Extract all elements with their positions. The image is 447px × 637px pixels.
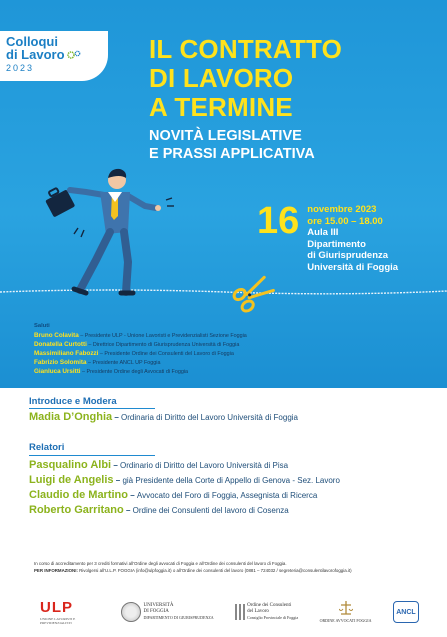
sponsor-logos — [0, 596, 447, 628]
accreditation-note: In corso di accreditamento per 3 crediti formativi all’Ordine degli avvocati di Foggia e all’Ordine dei consulenti del lavoro di Foggia. — [34, 561, 287, 566]
event-month-year: novembre 2023 — [307, 204, 377, 215]
event-day: 16 — [257, 200, 300, 242]
subtitle-line-1: NOVITÀ LEGISLATIVE — [149, 128, 302, 144]
brand-line-2-text: di Lavoro — [6, 47, 65, 62]
unifg-line-1: UNIVERSITÀ — [143, 603, 174, 608]
columns-icon — [235, 604, 245, 620]
subtitle-line-2: E PRASSI APPLICATIVA — [149, 146, 315, 162]
relatori-list — [29, 458, 340, 518]
contact-info: PER INFORMAZIONI: Rivolgersi all’U.L.P. FOGGIA (info@ulpfoggia.it) o all’Ordine dei consulenti del lavoro (0881 – 724032 / segreteria@consulentilavorofoggia.it) — [34, 568, 352, 573]
event-date-block — [257, 202, 398, 273]
brand-year: 2023 — [6, 63, 35, 73]
relatori-divider — [29, 455, 155, 456]
event-room: Aula III — [307, 227, 339, 238]
speaker-row: Claudio de Martino – Avvocato del Foro di Foggia, Assegnista di Ricerca — [29, 489, 318, 501]
speaker-row: Roberto Garritano – Ordine dei Consulenti del lavoro di Cosenza — [29, 504, 289, 516]
university-seal-icon — [121, 602, 141, 622]
moderator-row: Madia D’Onghia – Ordinaria di Diritto del Lavoro Università di Foggia — [29, 411, 298, 423]
ocl-logo — [235, 603, 298, 621]
event-details — [307, 202, 398, 273]
introduce-person — [29, 410, 298, 425]
brand-badge — [0, 31, 108, 81]
unifg-line-3: DIPARTIMENTO DI GIURISPRUDENZA — [143, 615, 214, 620]
scales-icon — [339, 600, 353, 616]
saluti-title: Saluti — [34, 323, 50, 329]
event-venue-1: Dipartimento — [307, 238, 366, 250]
speaker-row: Luigi de Angelis – già Presidente della Corte di Appello di Genova - Sez. Lavoro — [29, 474, 340, 486]
ocl-line-2: del Lavoro — [247, 609, 269, 614]
gears-icon — [67, 50, 81, 59]
ulp-logo — [40, 600, 100, 625]
introduce-section — [29, 396, 117, 407]
event-time: ore 15.00 – 18.00 — [307, 215, 383, 227]
title-line-2: DI LAVORO — [149, 63, 294, 93]
speaker-row: Pasqualino Albi – Ordinario di Diritto del Lavoro Università di Pisa — [29, 459, 289, 471]
brand-line-1: Colloqui — [6, 34, 58, 49]
avvocati-label: ORDINE AVVOCATI FOGGIA — [319, 618, 372, 623]
avvocati-logo — [320, 600, 372, 624]
event-title — [149, 35, 342, 122]
introduce-title: Introduce e Modera — [29, 396, 117, 407]
unifg-line-2: DI FOGGIA — [143, 609, 169, 614]
title-line-3: A TERMINE — [149, 92, 293, 122]
event-venue-3: Università di Foggia — [307, 261, 399, 273]
saluti-row: Donatella Curtotti – Direttrice Dipartimento di Giurisprudenza Università di Foggia — [34, 340, 240, 348]
ulp-subtitle: UNIONE LAVORISTI E PREVIDENZIALISTI — [40, 616, 76, 625]
title-line-1: IL CONTRATTO — [149, 34, 343, 64]
ancl-logo: ANCL — [393, 601, 419, 623]
saluti-row: Gianluca Ursitti – Presidente Ordine degli Avvocati di Foggia — [34, 367, 189, 375]
saluti-section — [34, 323, 247, 377]
saluti-row: Massimiliano Fabozzi – Presidente Ordine dei Consulenti del Lavoro di Foggia — [34, 349, 234, 357]
unifg-logo — [121, 602, 213, 622]
saluti-row: Bruno Colavita – Presidente ULP - Unione Lavoristi e Previdenzialisti Sezione Foggia — [34, 332, 247, 339]
ocl-line-1: Ordine dei Consulenti — [247, 603, 292, 608]
relatori-title: Relatori — [29, 442, 65, 453]
relatori-section — [29, 442, 64, 453]
brand-line-2 — [6, 48, 108, 61]
saluti-row: Fabrizio Solomita – Presidente ANCL UP Foggia — [34, 358, 161, 366]
footer-info — [34, 560, 434, 574]
event-venue-2: di Giurisprudenza — [307, 250, 389, 261]
ocl-line-3: Consiglio Provinciale di Foggia — [247, 615, 299, 620]
ulp-mark: ULP — [40, 598, 73, 616]
rope — [0, 290, 447, 294]
